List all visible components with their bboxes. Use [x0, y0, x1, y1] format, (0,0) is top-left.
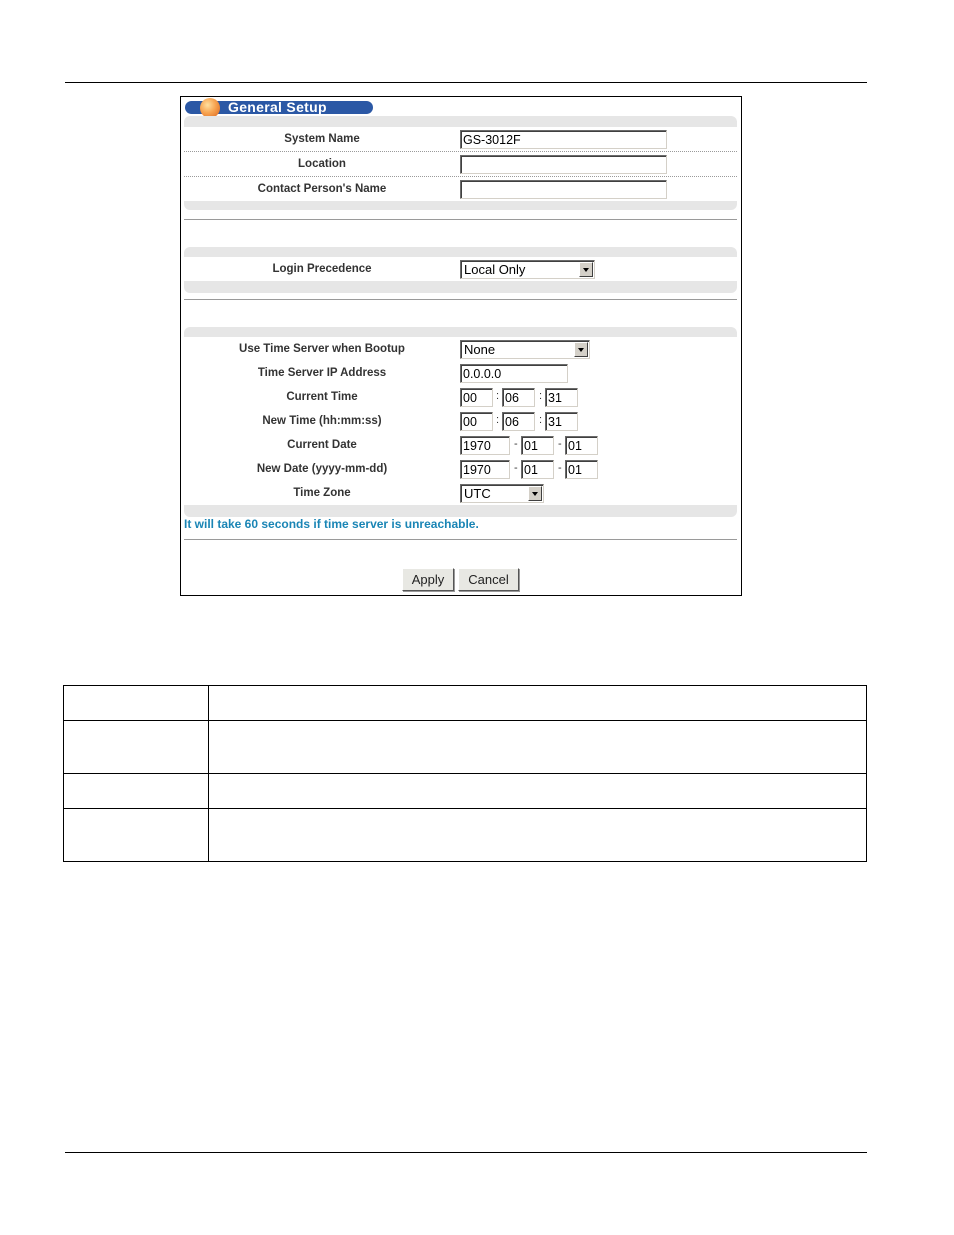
- system-name-label: System Name: [284, 133, 360, 145]
- cancel-button[interactable]: Cancel: [458, 568, 519, 591]
- time-server-row: [184, 337, 737, 362]
- login-precedence-select[interactable]: [460, 260, 595, 279]
- new-time-minute-input[interactable]: [502, 412, 535, 431]
- general-setup-panel: [180, 96, 742, 596]
- table-cell: [209, 686, 867, 721]
- current-time-second-input[interactable]: [545, 388, 578, 407]
- chevron-down-icon[interactable]: [579, 262, 593, 277]
- new-time-row: [184, 409, 737, 434]
- time-separator: :: [539, 414, 543, 426]
- apply-button[interactable]: Apply: [402, 568, 454, 591]
- table-cell: [209, 721, 867, 774]
- table-cell: [64, 809, 209, 862]
- date-separator: -: [514, 438, 518, 450]
- section-divider: [184, 219, 737, 220]
- current-time-minute-input[interactable]: [502, 388, 535, 407]
- time-zone-row: [184, 481, 737, 505]
- new-date-year-input[interactable]: [460, 460, 510, 479]
- server-ip-row: [184, 361, 737, 386]
- current-date-row: [184, 433, 737, 458]
- current-date-label: Current Date: [287, 439, 357, 451]
- table-cell: [209, 809, 867, 862]
- location-row: [184, 152, 737, 177]
- chevron-down-icon[interactable]: [574, 342, 588, 357]
- time-zone-select[interactable]: [460, 484, 544, 503]
- time-server-select[interactable]: [460, 340, 590, 359]
- table-row: [64, 721, 867, 774]
- table-row: [64, 686, 867, 721]
- table-cell: [64, 686, 209, 721]
- current-time-row: [184, 385, 737, 410]
- time-server-note: It will take 60 seconds if time server is unreachable.: [184, 517, 479, 531]
- system-name-input[interactable]: [460, 130, 667, 149]
- current-date-day-input[interactable]: [565, 436, 598, 455]
- location-input[interactable]: [460, 155, 667, 174]
- server-ip-input[interactable]: [460, 364, 568, 383]
- date-separator: -: [514, 462, 518, 474]
- new-date-month-input[interactable]: [521, 460, 554, 479]
- login-precedence-row: [184, 257, 737, 281]
- login-precedence-value: Local Only: [464, 262, 526, 277]
- time-separator: :: [539, 390, 543, 402]
- chevron-down-icon[interactable]: [528, 486, 542, 501]
- contact-row: [184, 177, 737, 201]
- footer-rule: [65, 1152, 867, 1153]
- orange-ball-icon: [200, 98, 220, 118]
- section-divider: [184, 299, 737, 300]
- table-row: [64, 809, 867, 862]
- time-server-label: Use Time Server when Bootup: [239, 343, 405, 355]
- header-rule: [65, 82, 867, 83]
- new-date-row: [184, 457, 737, 482]
- table-cell: [209, 774, 867, 809]
- field-description-table: [63, 685, 867, 862]
- new-time-second-input[interactable]: [545, 412, 578, 431]
- time-zone-label: Time Zone: [293, 487, 351, 499]
- new-time-hour-input[interactable]: [460, 412, 493, 431]
- table-cell: [64, 774, 209, 809]
- new-time-label: New Time (hh:mm:ss): [262, 415, 382, 427]
- table-row: [64, 774, 867, 809]
- table-cell: [64, 721, 209, 774]
- contact-person-label: Contact Person's Name: [257, 183, 387, 195]
- panel-title: General Setup: [228, 99, 327, 115]
- server-ip-label: Time Server IP Address: [257, 367, 387, 379]
- contact-person-input[interactable]: [460, 180, 667, 199]
- system-name-row: [184, 127, 737, 152]
- new-date-label: New Date (yyyy-mm-dd): [256, 463, 388, 475]
- login-precedence-label: Login Precedence: [272, 263, 372, 275]
- time-zone-value: UTC: [464, 486, 491, 501]
- location-label: Location: [298, 158, 346, 170]
- date-separator: -: [558, 438, 562, 450]
- time-separator: :: [496, 414, 500, 426]
- current-time-label: Current Time: [286, 391, 358, 403]
- current-date-month-input[interactable]: [521, 436, 554, 455]
- current-date-year-input[interactable]: [460, 436, 510, 455]
- current-time-hour-input[interactable]: [460, 388, 493, 407]
- new-date-day-input[interactable]: [565, 460, 598, 479]
- time-separator: :: [496, 390, 500, 402]
- date-separator: -: [558, 462, 562, 474]
- time-server-value: None: [464, 342, 496, 357]
- section-divider: [184, 539, 737, 540]
